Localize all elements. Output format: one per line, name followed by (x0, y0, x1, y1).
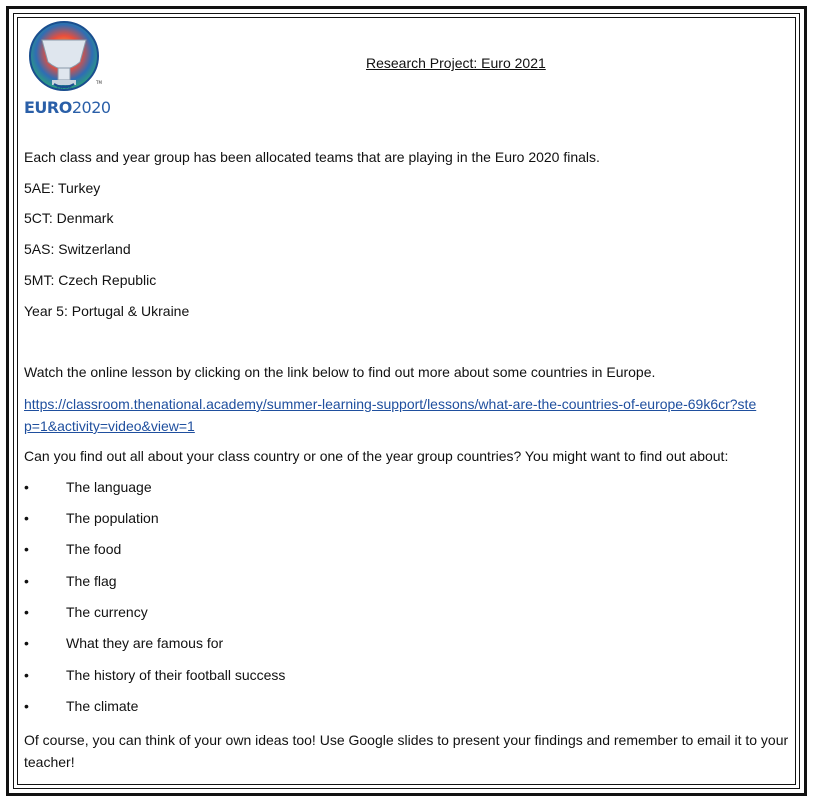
logo-uefa-text: UEFA (57, 85, 73, 92)
bullet-icon: • (24, 698, 29, 714)
intro-text: Each class and year group has been allocated teams that are playing in the Euro 2020 finals. (24, 149, 600, 165)
bullet-icon: • (24, 604, 29, 620)
topic-climate: The climate (66, 698, 139, 714)
topic-football-history: The history of their football success (66, 667, 286, 683)
topic-flag: The flag (66, 573, 117, 589)
topic-language: The language (66, 479, 152, 495)
bullet-icon: • (24, 510, 29, 526)
bullet-icon: • (24, 479, 29, 495)
bullet-icon: • (24, 541, 29, 557)
topic-famous-for: What they are famous for (66, 635, 224, 651)
logo-word-euro: EURO (24, 98, 72, 117)
allocation-5mt: 5MT: Czech Republic (24, 272, 157, 288)
logo-wordmark (24, 98, 114, 117)
bullet-icon: • (24, 635, 29, 651)
bullet-icon: • (24, 573, 29, 589)
trophy-emblem-icon (24, 18, 110, 98)
page-title: Research Project: Euro 2021 (366, 55, 546, 71)
bullet-icon: • (24, 667, 29, 683)
lesson-link-text[interactable]: https://classroom.thenational.academy/summer-learning-support/lessons/what-are-the-countries-of-europe-69k6cr?step=1&activity=video&view=1 (24, 396, 757, 434)
allocation-year5: Year 5: Portugal & Ukraine (24, 303, 190, 319)
question-text: Can you find out all about your class country or one of the year group countries? You might want to find out about: (24, 448, 729, 464)
logo-word-year: 2020 (71, 98, 111, 117)
lesson-link[interactable] (24, 393, 764, 437)
topic-population: The population (66, 510, 159, 526)
logo-tm-text: TM (96, 80, 102, 85)
closing-text: Of course, you can think of your own ideas too! Use Google slides to present your findings and remember to email it to your teacher! (24, 732, 789, 770)
topic-currency: The currency (66, 604, 148, 620)
euro2020-logo (24, 18, 110, 116)
allocation-5ct: 5CT: Denmark (24, 210, 114, 226)
topic-food: The food (66, 541, 122, 557)
lesson-instruction: Watch the online lesson by clicking on the link below to find out more about some countries in Europe. (24, 364, 656, 380)
allocation-5ae: 5AE: Turkey (24, 180, 101, 196)
allocation-5as: 5AS: Switzerland (24, 241, 131, 257)
